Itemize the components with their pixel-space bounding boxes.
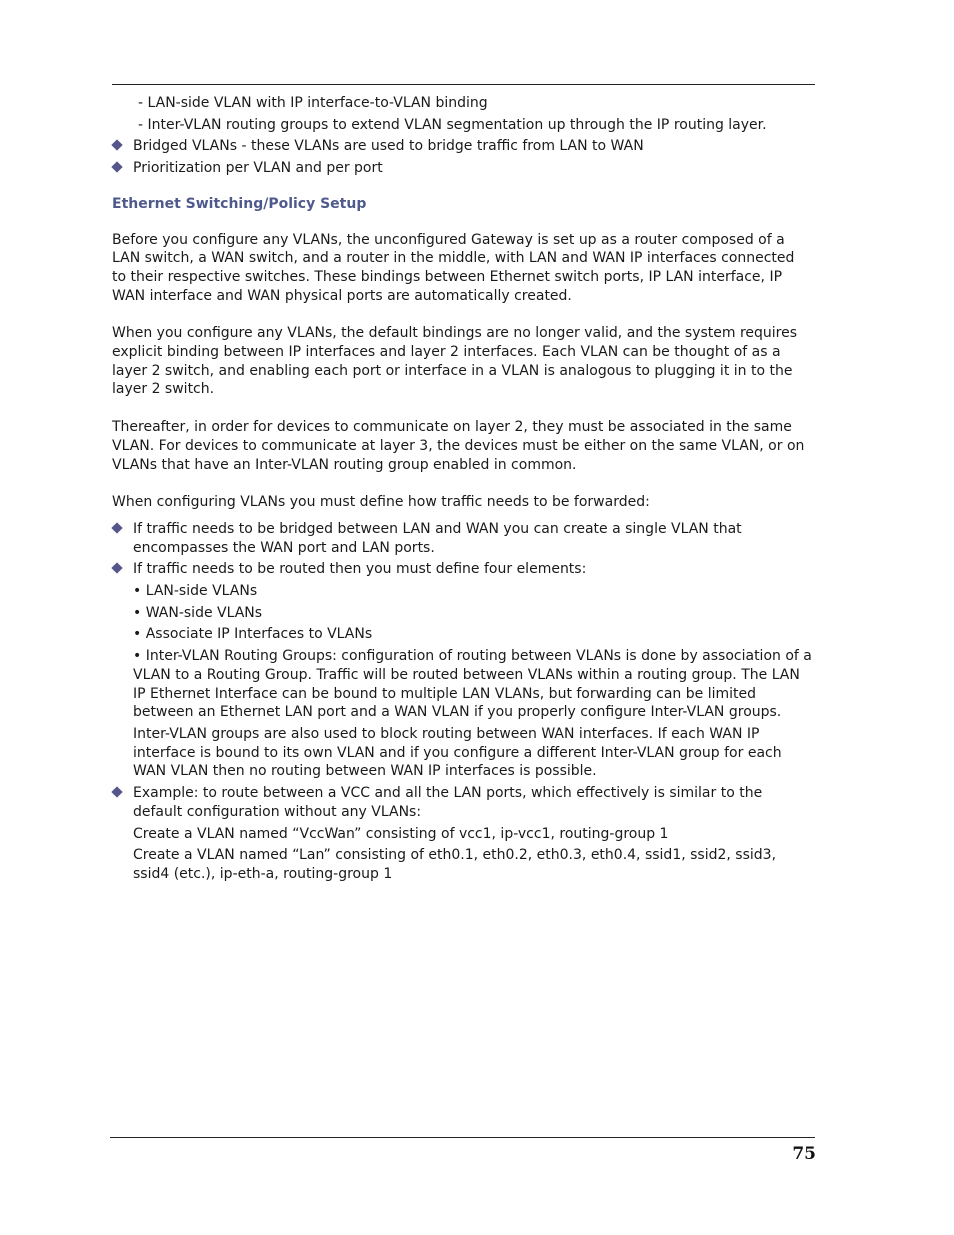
diamond-bullet-icon [111, 786, 122, 797]
footer-rule [110, 1137, 815, 1138]
diamond-bullet-icon [111, 563, 122, 574]
paragraph: When you configure any VLANs, the default bindings are no longer valid, and the system requires explicit binding between IP interfaces and layer 2 interfaces. Each VLAN can be thought of as a layer 2 switch, and enabling each port or interface in a VLAN is analogous to plugging it in to the layer 2 switch. [112, 325, 798, 398]
list-item [112, 784, 812, 821]
page-content [112, 94, 812, 887]
header-rule [112, 84, 815, 85]
inter-vlan-note: Inter-VLAN groups are also used to block routing between WAN interfaces. If each WAN IP interface is bound to its own VLAN and if you configure a different Inter-VLAN group for each WAN VLAN then no routing between WAN IP interfaces is possible. [133, 725, 782, 780]
element-item: • Inter-VLAN Routing Groups: configuration of routing between VLANs is done by association of a VLAN to a Routing Group. Traffic will be routed between VLANs within a routing group. The LAN IP Ethernet Interface can be bound to multiple LAN VLANs, but forwarding can be limited between an Ethernet LAN port and a WAN VLAN if you properly configure Inter-VLAN groups. [133, 648, 812, 721]
element-item: • Associate IP Interfaces to VLANs [133, 626, 373, 643]
paragraph: When configuring VLANs you must define how traffic needs to be forwarded: [112, 494, 650, 511]
example-step: Create a VLAN named “VccWan” consisting of vcc1, ip-vcc1, routing-group 1 [133, 825, 669, 842]
diamond-bullet-icon [111, 522, 122, 533]
bullet-text: If traffic needs to be bridged between LAN and WAN you can create a single VLAN that encompasses the WAN port and LAN ports. [133, 520, 742, 556]
bullet-text: Bridged VLANs - these VLANs are used to bridge traffic from LAN to WAN [133, 138, 644, 155]
element-item: • WAN-side VLANs [133, 604, 263, 621]
diamond-bullet-icon [111, 140, 122, 151]
list-item [112, 520, 812, 557]
bullet-text: Prioritization per VLAN and per port [133, 160, 383, 177]
list-item: - Inter-VLAN routing groups to extend VLAN segmentation up through the IP routing layer. [138, 116, 767, 133]
bullet-text: Example: to route between a VCC and all the LAN ports, which effectively is similar to the default configuration without any VLANs: [133, 785, 763, 820]
paragraph: Thereafter, in order for devices to communicate on layer 2, they must be associated in the same VLAN. For devices to communicate at layer 3, the devices must be either on the same VLAN, or on VLANs that have an Inter-VLAN routing group enabled in common. [112, 419, 805, 473]
section-heading: Ethernet Switching/Policy Setup [112, 195, 367, 212]
example-step: Create a VLAN named “Lan” consisting of eth0.1, eth0.2, eth0.3, eth0.4, ssid1, ssid2, ssid3, ssid4 (etc.), ip-eth-a, routing-group 1 [133, 847, 777, 882]
page-number: 75 [792, 1144, 816, 1164]
diamond-bullet-icon [111, 161, 122, 172]
paragraph: Before you configure any VLANs, the unconfigured Gateway is set up as a router composed of a LAN switch, a WAN switch, and a router in the middle, with LAN and WAN IP interfaces connected to their respective switches. These bindings between Ethernet switch ports, IP LAN interface, IP WAN interface and WAN physical ports are automatically created. [112, 231, 795, 304]
bullet-text: If traffic needs to be routed then you must define four elements: [133, 561, 587, 578]
list-item: - LAN-side VLAN with IP interface-to-VLAN binding [138, 95, 488, 111]
list-item [112, 560, 812, 579]
list-item [112, 137, 812, 156]
list-item [112, 159, 812, 178]
element-item: • LAN-side VLANs [133, 583, 258, 600]
